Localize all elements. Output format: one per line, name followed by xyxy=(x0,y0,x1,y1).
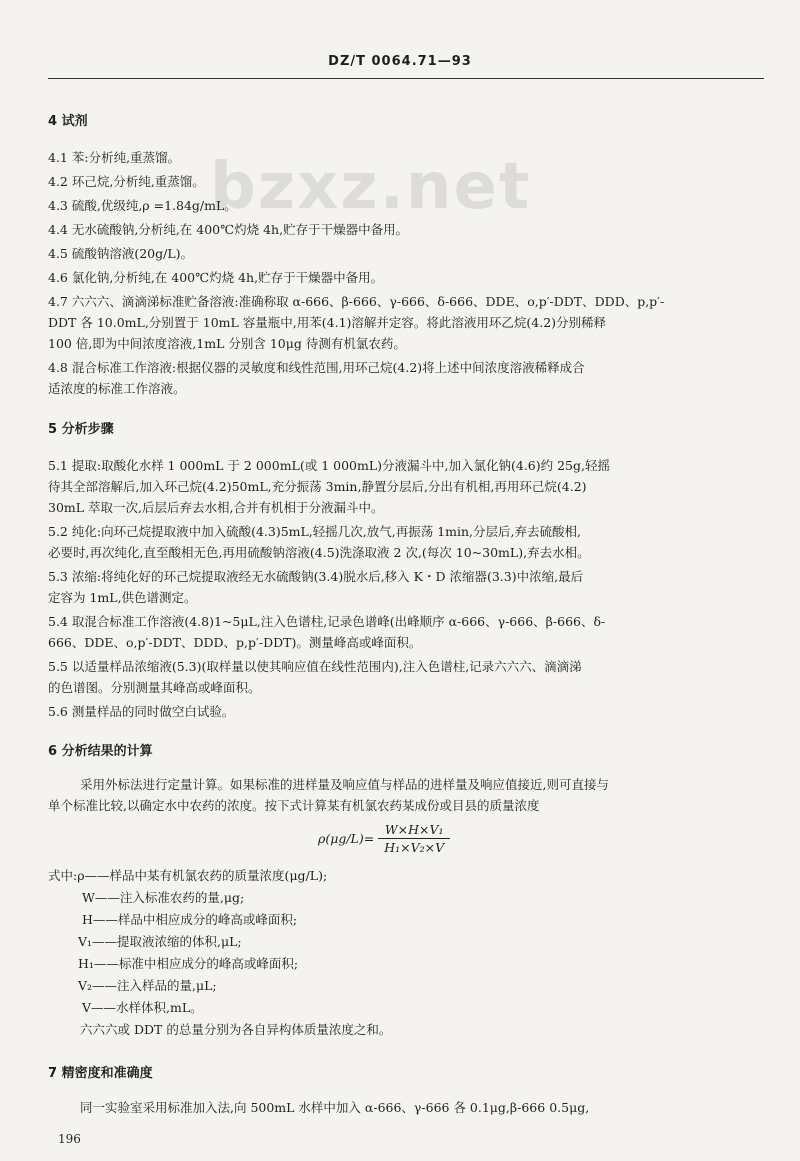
where-h: H——样品中相应成分的峰高或峰面积; xyxy=(82,912,298,927)
where-v: V——水样体积,mL。 xyxy=(82,1000,203,1015)
item-5-3-line-2: 定容为 1mL,供色谱测定。 xyxy=(48,590,197,605)
item-5-1-line-2: 待其全部溶解后,加入环己烷(4.2)50mL,充分振荡 3min,静置分层后,分出有机相,再用环己烷(4.2) xyxy=(48,479,587,494)
item-5-3-line-1: 5.3 浓缩:将纯化好的环己烷提取液经无水硫酸钠(3.4)脱水后,移入 K・D 浓缩器(3.3)中浓缩,最后 xyxy=(48,569,584,584)
where-h1: H₁——标准中相应成分的峰高或峰面积; xyxy=(78,956,299,971)
formula-numerator: W×H×V₁ xyxy=(384,822,444,837)
section-4-title: 4 试剂 xyxy=(48,114,88,129)
item-4-7-line-2: DDT 各 10.0mL,分别置于 10mL 容量瓶中,用苯(4.1)溶解并定容。将此溶液用环乙烷(4.2)分别稀释 xyxy=(48,315,607,330)
item-5-4-line-1: 5.4 取混合标准工作溶液(4.8)1~5μL,注入色谱柱,记录色谱峰(出峰顺序 α-666、γ-666、β-666、δ- xyxy=(48,614,606,629)
section-7-text: 同一实验室采用标准加入法,向 500mL 水样中加入 α-666、γ-666 各 0.1μg,β-666 0.5μg, xyxy=(80,1100,590,1115)
item-4-5: 4.5 硫酸钠溶液(20g/L)。 xyxy=(48,246,194,261)
item-4-2: 4.2 环己烷,分析纯,重蒸馏。 xyxy=(48,174,205,189)
item-5-4-line-2: 666、DDE、o,p′-DDT、DDD、p,p′-DDT)。测量峰高或峰面积。 xyxy=(48,635,422,650)
concentration-formula xyxy=(318,822,450,855)
section-6-note: 六六六或 DDT 的总量分别为各自异构体质量浓度之和。 xyxy=(80,1022,392,1037)
page-number: 196 xyxy=(58,1132,81,1146)
formula-lhs: ρ(μg/L)= xyxy=(318,831,375,846)
where-w: W——注入标准农药的量,μg; xyxy=(82,890,245,905)
item-5-5-line-2: 的色谱图。分别测量其峰高或峰面积。 xyxy=(48,680,261,695)
section-7-title: 7 精密度和准确度 xyxy=(48,1066,153,1081)
item-4-8-line-2: 适浓度的标准工作溶液。 xyxy=(48,381,186,396)
item-4-3: 4.3 硫酸,优级纯,ρ =1.84g/mL。 xyxy=(48,198,237,213)
section-6-intro-line-2: 单个标准比较,以确定水中农药的浓度。按下式计算某有机氯农药某成份或目县的质量浓度 xyxy=(48,798,540,813)
section-5-title: 5 分析步骤 xyxy=(48,422,114,437)
formula-denominator: H₁×V₂×V xyxy=(378,838,450,855)
item-4-1: 4.1 苯:分析纯,重蒸馏。 xyxy=(48,150,181,165)
item-5-6: 5.6 测量样品的同时做空白试验。 xyxy=(48,704,235,719)
item-5-1-line-3: 30mL 萃取一次,后层后弃去水相,合并有机相于分液漏斗中。 xyxy=(48,500,384,515)
section-6-intro-line-1: 采用外标法进行定量计算。如果标准的进样量及响应值与样品的进样量及响应值接近,则可直接与 xyxy=(80,777,609,792)
item-5-2-line-2: 必要时,再次纯化,直至酸相无色,再用硫酸钠溶液(4.5)洗涤取液 2 次,(每次 10~30mL),弃去水相。 xyxy=(48,545,590,560)
item-4-8-line-1: 4.8 混合标准工作溶液:根据仪器的灵敏度和线性范围,用环己烷(4.2)将上述中间浓度溶液稀释成合 xyxy=(48,360,585,375)
item-5-5-line-1: 5.5 以适量样品浓缩液(5.3)(取样量以使其响应值在线性范围内),注入色谱柱,记录六六六、滴滴涕 xyxy=(48,659,582,674)
item-4-4: 4.4 无水硫酸钠,分析纯,在 400℃灼烧 4h,贮存于干燥器中备用。 xyxy=(48,222,409,237)
where-v2: V₂——注入样品的量,μL; xyxy=(78,978,217,993)
item-4-6: 4.6 氯化钠,分析纯,在 400℃灼烧 4h,贮存于干燥器中备用。 xyxy=(48,270,384,285)
section-6-title: 6 分析结果的计算 xyxy=(48,744,153,759)
watermark: bzxz.net xyxy=(210,150,532,224)
header-rule xyxy=(48,78,764,79)
item-5-1-line-1: 5.1 提取:取酸化水样 1 000mL 于 2 000mL(或 1 000mL)分液漏斗中,加入氯化钠(4.6)约 25g,轻摇 xyxy=(48,458,610,473)
item-4-7-line-1: 4.7 六六六、滴滴涕标准贮备溶液:准确称取 α-666、β-666、γ-666、δ-666、DDE、o,p′-DDT、DDD、p,p′- xyxy=(48,294,665,309)
item-4-7-line-3: 100 倍,即为中间浓度溶液,1mL 分别含 10μg 待测有机氯农药。 xyxy=(48,336,406,351)
standard-number-header: DZ/T 0064.71—93 xyxy=(328,54,472,69)
item-5-2-line-1: 5.2 纯化:向环己烷提取液中加入硫酸(4.3)5mL,轻摇几次,放气,再振荡 1min,分层后,弃去硫酸相, xyxy=(48,524,581,539)
where-rho: 式中:ρ——样品中某有机氯农药的质量浓度(μg/L); xyxy=(48,868,328,883)
where-v1: V₁——提取液浓缩的体积,μL; xyxy=(78,934,242,949)
